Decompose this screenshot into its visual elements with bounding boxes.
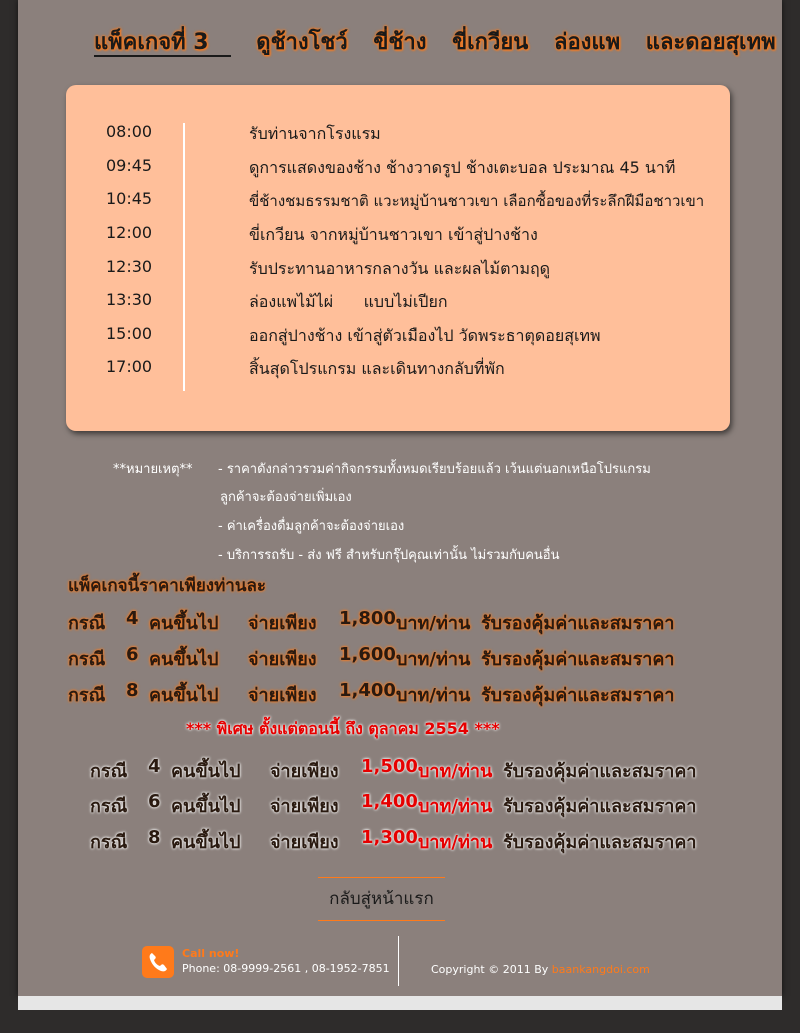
title-elephant-ride: ขี่ช้าง [373,30,427,55]
special-pay: จ่ายเพียง [270,832,339,853]
special-price-row [90,756,710,784]
schedule-desc: สิ้นสุดโปรแกรม และเดินทางกลับที่พัก [249,359,505,378]
special-guarantee: รับรองคุ้มค่าและสมราคา [503,761,697,782]
price-people: คนขึ้นไป [149,685,219,706]
special-unit: บาท/ท่าน [418,832,493,853]
price-pay: จ่ายเพียง [248,685,317,706]
price-pay: จ่ายเพียง [248,613,317,634]
price-guarantee: รับรองคุ้มค่าและสมราคา [481,685,675,706]
schedule-row [66,320,726,350]
phone-icon [142,946,174,978]
schedule-time: 15:00 [106,324,153,343]
note-line: - ค่าเครื่องดื่มลูกค้าจะต้องจ่ายเอง [218,519,405,534]
price-num: 8 [126,680,139,701]
schedule-desc: ขี่ช้างชมธรรมชาติ แวะหมู่บ้านชาวเขา เลือกซื้อของที่ระลึกฝีมือชาวเขา [249,192,705,210]
title-rafting: ล่องแพ [553,30,621,55]
notes-label: **หมายเหตุ** [113,462,193,477]
phone-numbers: Phone: 08-9999-2561 , 08-1952-7851 [182,962,390,975]
special-people: คนขึ้นไป [171,796,241,817]
price-amount: 1,400 [339,680,396,701]
note-line: ลูกค้าจะต้องจ่ายเพิ่มเอง [220,490,352,505]
title-package-number: แพ็คเกจที่ 3 [94,30,231,57]
special-pay: จ่ายเพียง [270,796,339,817]
special-people: คนขึ้นไป [171,761,241,782]
schedule-box [66,85,730,431]
schedule-row [66,253,726,283]
schedule-row [66,286,726,316]
schedule-row [66,152,726,182]
special-num: 6 [148,791,161,812]
bottom-bar [18,996,782,1010]
schedule-desc: ออกสู่ปางช้าง เข้าสู่ตัวเมืองไป วัดพระธาตุดอยสุเทพ [249,326,601,345]
schedule-row [66,353,726,383]
price-num: 4 [126,608,139,629]
back-to-home-link[interactable]: กลับสู่หน้าแรก [318,877,445,921]
special-price-row [90,827,710,855]
schedule-desc: รับประทานอาหารกลางวัน และผลไม้ตามฤดู [249,259,551,278]
special-case: กรณี [90,832,128,853]
title-cart-ride: ขี่เกวียน [452,30,529,55]
schedule-time: 12:00 [106,223,153,242]
price-unit: บาท/ท่าน [396,613,471,634]
special-case: กรณี [90,761,128,782]
price-row [68,608,708,636]
schedule-time: 09:45 [106,156,153,175]
title-elephant-show: ดูช้างโชว์ [256,30,348,55]
special-amount: 1,300 [361,827,418,848]
price-guarantee: รับรองคุ้มค่าและสมราคา [481,613,675,634]
price-guarantee: รับรองคุ้มค่าและสมราคา [481,649,675,670]
price-case: กรณี [68,613,106,634]
call-now-label: Call now! [182,947,240,960]
schedule-time: 13:30 [106,290,153,309]
special-pay: จ่ายเพียง [270,761,339,782]
note-line: - บริการรถรับ - ส่ง ฟรี สำหรับกรุ๊ปคุณเท่านั้น ไม่รวมกับคนอื่น [218,548,560,563]
price-case: กรณี [68,649,106,670]
copyright-text: Copyright © 2011 By [431,963,552,976]
special-unit: บาท/ท่าน [418,796,493,817]
schedule-time: 17:00 [106,357,153,376]
special-people: คนขึ้นไป [171,832,241,853]
price-amount: 1,800 [339,608,396,629]
special-amount: 1,400 [361,791,418,812]
special-num: 4 [148,756,161,777]
pricing-heading: แพ็คเกจนี้ราคาเพียงท่านละ [68,576,267,596]
special-unit: บาท/ท่าน [418,761,493,782]
special-num: 8 [148,827,161,848]
title-doi-suthep: และดอยสุเทพ [645,30,776,55]
price-row [68,644,708,672]
schedule-desc: ขี่เกวียน จากหมู่บ้านชาวเขา เข้าสู่ปางช้าง [249,225,538,244]
schedule-time: 08:00 [106,122,153,141]
schedule-time: 12:30 [106,257,153,276]
page-title [94,24,794,59]
special-guarantee: รับรองคุ้มค่าและสมราคา [503,796,697,817]
schedule-row [66,219,726,249]
price-pay: จ่ายเพียง [248,649,317,670]
price-amount: 1,600 [339,644,396,665]
price-row [68,680,708,708]
note-line: - ราคาดังกล่าวรวมค่ากิจกรรมทั้งหมดเรียบร้อยแล้ว เว้นแต่นอกเหนือโปรแกรม [218,462,651,477]
footer-divider [398,936,399,986]
price-people: คนขึ้นไป [149,649,219,670]
schedule-desc: ล่องแพไม้ไผ่ แบบไม่เปียก [249,292,448,311]
copyright [431,963,650,976]
site-link[interactable]: baankangdoi.com [551,963,650,976]
schedule-desc: รับท่านจากโรงแรม [249,124,381,143]
price-people: คนขึ้นไป [149,613,219,634]
page-content [18,0,782,996]
schedule-row [66,185,726,215]
special-offer-heading: *** พิเศษ ตั้งแต่ตอนนี้ ถึง ตุลาคม 2554 *** [186,719,500,738]
special-case: กรณี [90,796,128,817]
special-amount: 1,500 [361,756,418,777]
price-unit: บาท/ท่าน [396,649,471,670]
price-unit: บาท/ท่าน [396,685,471,706]
schedule-row [66,118,726,148]
price-num: 6 [126,644,139,665]
schedule-time: 10:45 [106,189,153,208]
special-guarantee: รับรองคุ้มค่าและสมราคา [503,832,697,853]
special-price-row [90,791,710,819]
schedule-desc: ดูการแสดงของช้าง ช้างวาดรูป ช้างเตะบอล ประมาณ 45 นาที [249,158,676,177]
price-case: กรณี [68,685,106,706]
